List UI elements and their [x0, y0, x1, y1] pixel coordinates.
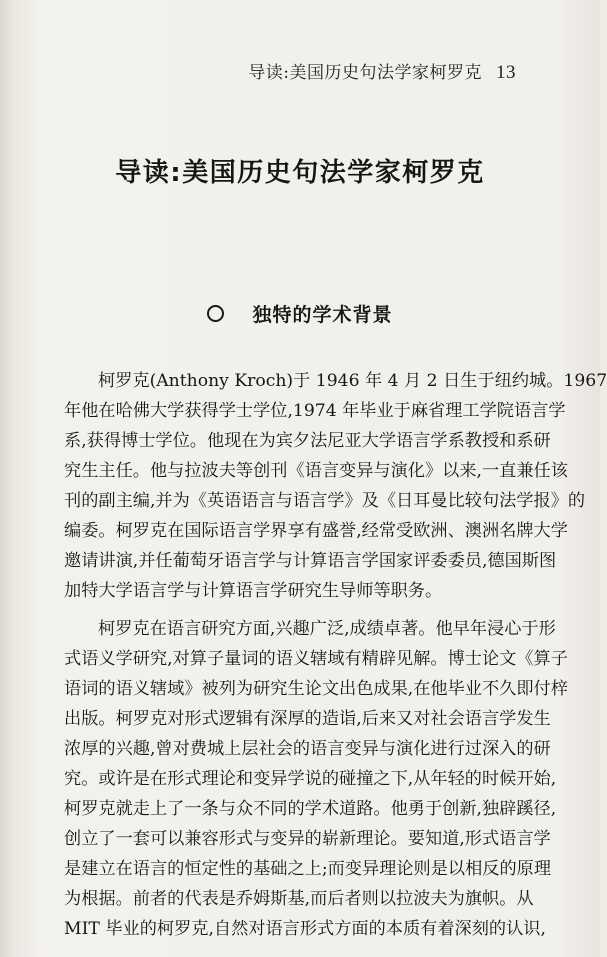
section-heading-text: 独特的学术背景 [252, 304, 393, 326]
text-line: 是建立在语言的恒定性的基础之上;而变异理论则是以相反的原理 [64, 859, 552, 879]
text-line: 邀请讲演,并任葡萄牙语言学与计算语言学国家评委委员,德国斯图 [64, 551, 557, 571]
body-text [64, 366, 607, 952]
text-line: 柯罗克就走上了一条与众不同的学术道路。他勇于创新,独辟蹊径, [64, 799, 557, 819]
paragraph-1 [64, 366, 607, 606]
text-line: 为根据。前者的代表是乔姆斯基,而后者则以拉波夫为旗帜。从 [64, 889, 534, 909]
running-head-title: 导读:美国历史句法学家柯罗克 [248, 63, 482, 83]
section-heading [0, 300, 600, 327]
running-head [248, 58, 516, 84]
chapter-title: 导读:美国历史句法学家柯罗克 [115, 158, 485, 188]
text-line: 式语义学研究,对算子量词的语义辖域有精辟见解。博士论文《算子 [64, 649, 568, 669]
text-line: 编委。柯罗克在国际语言学界享有盛誉,经常受欧洲、澳洲名牌大学 [64, 521, 568, 541]
text-line: 浓厚的兴趣,曾对费城上层社会的语言变异与演化进行过深入的研 [64, 739, 551, 759]
text-line: 加特大学语言学与计算语言学研究生导师等职务。 [64, 581, 443, 601]
text-line: 究。或许是在形式理论和变异学说的碰撞之下,从年轻的时候开始, [64, 769, 557, 789]
circle-bullet-icon [207, 305, 224, 322]
text-line: 刊的副主编,并为《英语语言与语言学》及《日耳曼比较句法学报》的 [64, 491, 586, 511]
text-line: 系,获得博士学位。他现在为宾夕法尼亚大学语言学系教授和系研 [64, 431, 551, 451]
text-line: MIT 毕业的柯罗克,自然对语言形式方面的本质有着深刻的认识, [64, 919, 546, 939]
paragraph-2 [64, 614, 568, 944]
text-line: 创立了一套可以兼容形式与变异的崭新理论。要知道,形式语言学 [64, 829, 551, 849]
text-line: 年他在哈佛大学获得学士学位,1974 年毕业于麻省理工学院语言学 [64, 401, 566, 421]
text-line: 出版。柯罗克对形式逻辑有深厚的造诣,后来又对社会语言学发生 [64, 709, 551, 729]
text-line: 语词的语义辖域》被列为研究生论文出色成果,在他毕业不久即付梓 [64, 679, 568, 699]
page-number: 13 [496, 62, 516, 83]
text-line: 柯罗克(Anthony Kroch)于 1946 年 4 月 2 日生于纽约城。1967 [98, 371, 607, 391]
text-line: 究生主任。他与拉波夫等创刊《语言变异与演化》以来,一直兼任该 [64, 461, 568, 481]
text-line: 柯罗克在语言研究方面,兴趣广泛,成绩卓著。他早年浸心于形 [98, 619, 556, 639]
